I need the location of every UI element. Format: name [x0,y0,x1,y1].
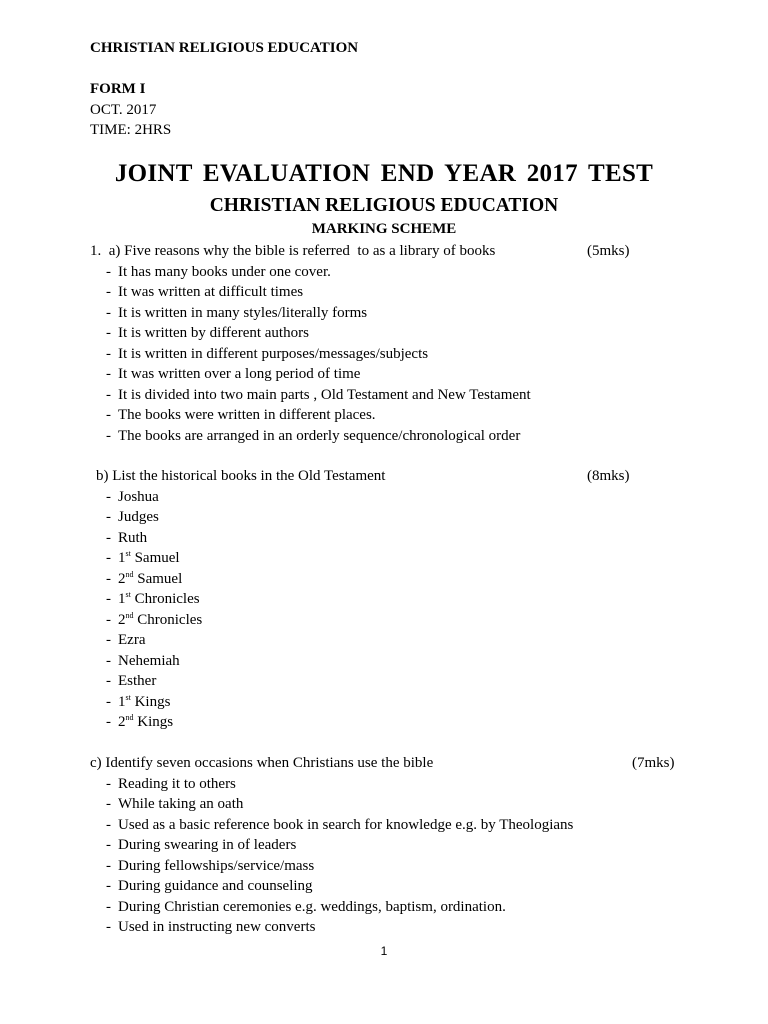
answer-item [90,671,690,692]
question-1b-answers [90,487,690,733]
question-1c-marks: (7mks) [632,755,675,771]
answer-item [90,569,690,590]
answer-item [90,323,690,344]
answer-text: The books are arranged in an orderly sequence/chronological order [118,427,521,444]
bullet-dash: - [106,427,111,444]
answer-item [90,712,690,733]
answer-text: Chronicles [130,591,200,607]
answer-text: It was written over a long period of time [118,366,361,382]
page-number: 1 [380,944,388,958]
answer-item [90,303,690,324]
answer-item [90,774,690,795]
answer-text: Chronicles [133,611,203,628]
bullet-dash: - [106,284,111,300]
answer-ordinal: 2 [118,611,126,628]
bullet-dash: - [106,345,111,362]
answer-text: During swearing in of leaders [118,837,297,853]
answer-ordinal-suffix: st [125,692,131,702]
bullet-dash: - [106,263,111,280]
answer-item [90,262,690,283]
marking-scheme-title: MARKING SCHEME [311,221,457,237]
answer-text: During Christian ceremonies e.g. weddings, baptism, ordination. [118,898,506,915]
answer-item [90,876,690,897]
question-1c-answers [90,774,690,938]
answer-item [90,364,690,385]
answer-item [90,344,690,365]
answer-ordinal: 2 [118,570,126,587]
answer-text: Esther [118,673,157,689]
answer-item [90,507,690,528]
bullet-dash: - [106,304,111,321]
bullet-dash: - [106,837,111,853]
answer-text: It is divided into two main parts , Old Testament and New Testament [118,386,531,403]
bullet-dash: - [106,775,111,792]
answer-ordinal-suffix: nd [125,713,134,722]
bullet-dash: - [106,550,111,566]
answer-text: Samuel [133,570,183,587]
bullet-dash: - [106,919,111,935]
bullet-dash: - [106,652,111,669]
question-1a [90,241,690,446]
answer-item [90,897,690,918]
answer-item [90,835,690,856]
header-time: TIME: 2HRS [90,122,172,138]
answer-item [90,528,690,549]
answer-item [90,651,690,672]
answer-ordinal: 1 [118,591,126,607]
bullet-dash: - [106,693,111,710]
answer-text: Kings [133,714,174,730]
question-1c [90,753,690,938]
answer-item [90,630,690,651]
answer-text: It was written at difficult times [118,284,304,300]
answer-text: During guidance and counseling [118,878,313,894]
answer-text: Used as a basic reference book in search for knowledge e.g. by Theologians [118,816,574,833]
answer-item [90,548,690,569]
header-subject: CHRISTIAN RELIGIOUS EDUCATION [90,40,359,56]
answer-text: It is written by different authors [118,325,309,341]
question-1b-text: b) List the historical books in the Old Testament [96,468,386,484]
answer-item [90,794,690,815]
question-1b [90,466,690,733]
bullet-dash: - [106,509,111,525]
bullet-dash: - [106,529,111,546]
answer-item [90,282,690,303]
question-1a-answers [90,262,690,447]
answer-ordinal-suffix: st [125,590,131,599]
answer-item [90,487,690,508]
bullet-dash: - [106,714,111,730]
answer-text: It is written in different purposes/messages/subjects [118,345,429,362]
answer-item [90,385,690,406]
answer-item [90,610,690,631]
bullet-dash: - [106,857,111,874]
bullet-dash: - [106,407,111,423]
answer-text: Judges [118,509,159,525]
question-1a-marks: (5mks) [587,243,630,259]
question-1b-marks: (8mks) [587,468,630,484]
answer-text: Reading it to others [118,775,236,792]
answer-text: Kings [130,693,171,710]
answer-text: During fellowships/service/mass [118,857,315,874]
bullet-dash: - [106,570,111,587]
answer-text: Ruth [118,529,148,546]
bullet-dash: - [106,591,111,607]
bullet-dash: - [106,898,111,915]
question-1c-text: c) Identify seven occasions when Christians use the bible [90,755,434,771]
bullet-dash: - [106,488,111,505]
exam-title: JOINT EVALUATION END YEAR 2017 TEST [114,160,654,187]
answer-text: While taking an oath [118,796,244,812]
answer-ordinal: 1 [118,693,126,710]
answer-item [90,692,690,713]
answer-text: Nehemiah [118,652,180,669]
answer-ordinal: 2 [118,714,126,730]
bullet-dash: - [106,673,111,689]
answer-ordinal-suffix: st [125,549,131,558]
answer-item [90,589,690,610]
answer-ordinal-suffix: nd [125,610,134,620]
header-date: OCT. 2017 [90,101,157,118]
bullet-dash: - [106,325,111,341]
answer-item [90,917,690,938]
answer-item [90,856,690,877]
header-form: FORM I [90,81,146,97]
bullet-dash: - [106,796,111,812]
bullet-dash: - [106,611,111,628]
question-1a-text: 1. a) Five reasons why the bible is referred to as a library of books [90,243,496,259]
answer-text: Samuel [130,550,180,566]
answer-ordinal: 1 [118,550,126,566]
answer-text: Joshua [118,488,159,505]
answer-ordinal-suffix: nd [125,569,134,579]
bullet-dash: - [106,366,111,382]
answer-text: It is written in many styles/literally forms [118,304,368,321]
answer-item [90,405,690,426]
answer-item [90,815,690,836]
answer-text: It has many books under one cover. [118,263,331,280]
exam-subject-title: CHRISTIAN RELIGIOUS EDUCATION [209,195,559,216]
bullet-dash: - [106,878,111,894]
bullet-dash: - [106,816,111,833]
document-header [90,38,358,141]
answer-text: Used in instructing new converts [118,919,316,935]
answer-item [90,426,690,447]
answer-text: The books were written in different places. [118,407,376,423]
bullet-dash: - [106,632,111,648]
bullet-dash: - [106,386,111,403]
answer-text: Ezra [118,632,146,648]
